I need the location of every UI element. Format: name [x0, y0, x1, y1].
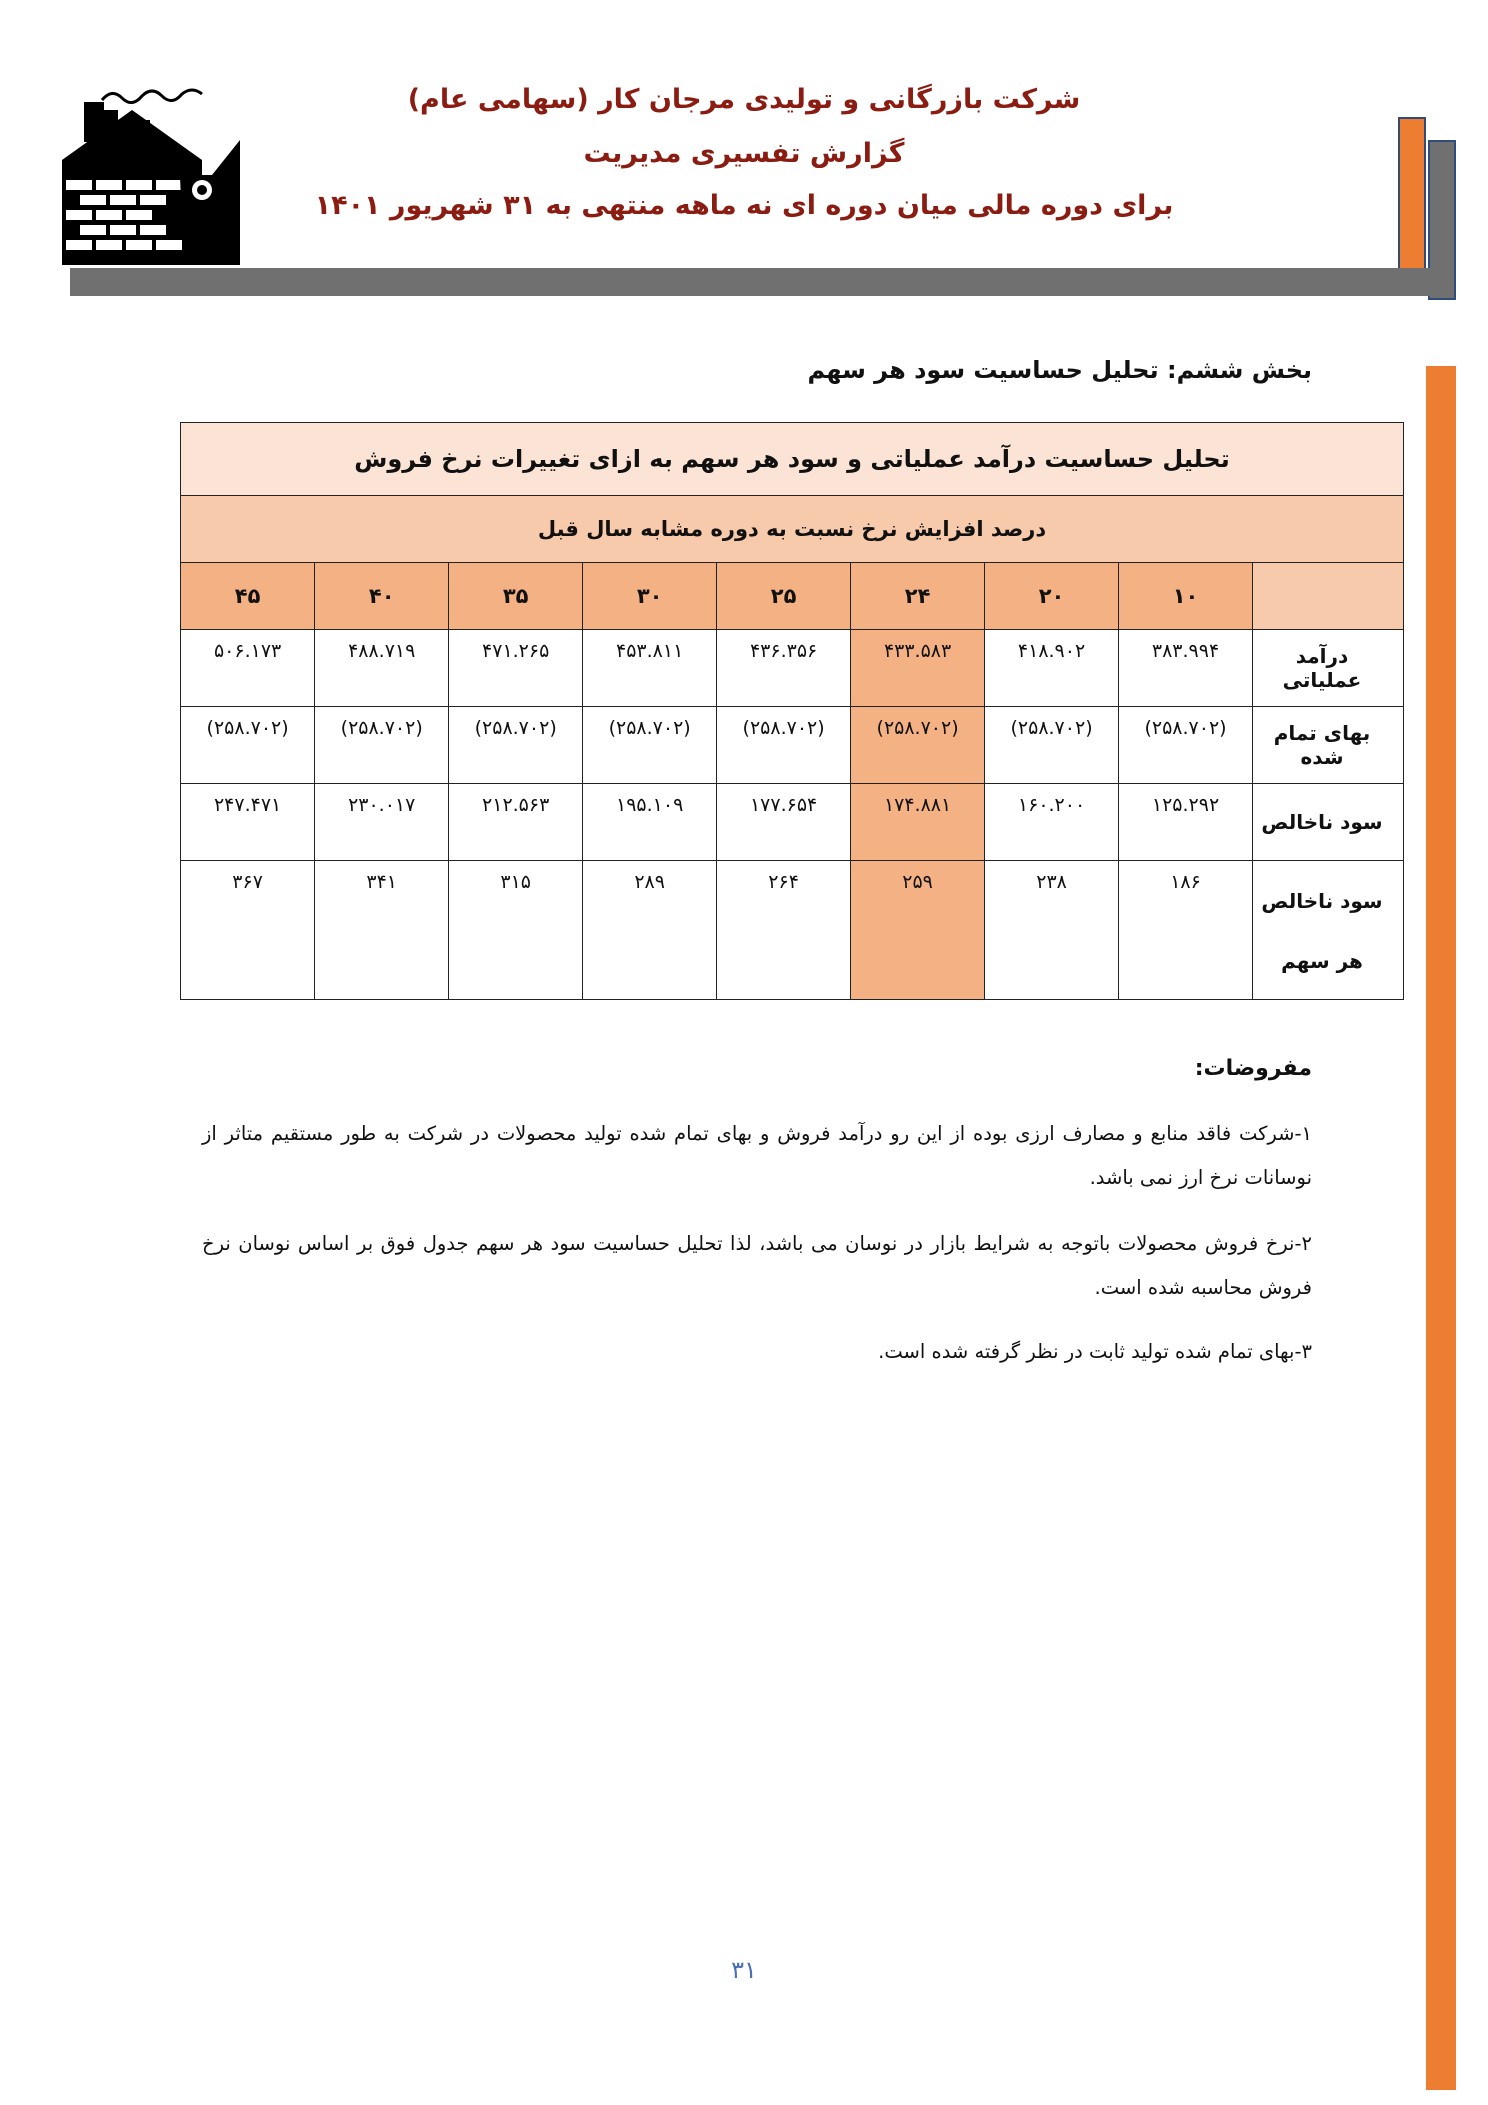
table-cell: ۲۸۹ [583, 861, 717, 1000]
table-header-row [181, 563, 1404, 630]
table-cell: (۲۵۸.۷۰۲) [1119, 707, 1253, 784]
table-cell: ۲۳۸ [985, 861, 1119, 1000]
table-cell: (۲۵۸.۷۰۲) [583, 707, 717, 784]
report-title: گزارش تفسیری مدیریت [583, 138, 905, 169]
table-subtitle: درصد افزایش نرخ نسبت به دوره مشابه سال قبل [181, 496, 1404, 563]
section-title: بخش ششم: تحلیل حساسیت سود هر سهم [807, 356, 1312, 384]
column-header: ۳۵ [449, 563, 583, 630]
table-cell: (۲۵۸.۷۰۲) [985, 707, 1119, 784]
table-cell: ۲۱۲.۵۶۳ [449, 784, 583, 861]
table-row-operating-revenue [181, 630, 1404, 707]
assumption-item: ۳-بهای تمام شده تولید ثابت در نظر گرفته شده است. [878, 1340, 1312, 1363]
column-header: ۲۰ [985, 563, 1119, 630]
assumptions-title: مفروضات: [1194, 1056, 1312, 1081]
sensitivity-table [180, 422, 1404, 1000]
table-row-gross-profit-per-share [181, 861, 1404, 1000]
table-cell: ۳۱۵ [449, 861, 583, 1000]
table-cell: ۱۸۶ [1119, 861, 1253, 1000]
table-cell: (۲۵۸.۷۰۲) [717, 707, 851, 784]
header-divider-bar [70, 268, 1442, 296]
table-cell: (۲۵۸.۷۰۲) [181, 707, 315, 784]
table-cell: ۱۷۷.۶۵۴ [717, 784, 851, 861]
table-cell: ۴۷۱.۲۶۵ [449, 630, 583, 707]
row-label: درآمد عملیاتی [1253, 630, 1404, 707]
column-header-highlighted: ۲۴ [851, 563, 985, 630]
table-cell: ۳۴۱ [315, 861, 449, 1000]
assumption-item: ۱-شرکت فاقد منابع و مصارف ارزی بوده از این رو درآمد فروش و بهای تمام شده تولید محصولات در شرکت به طور مستقیم متاثر از نوسانات نرخ ارز نمی باشد. [202, 1122, 1312, 1189]
table-cell: ۲۴۷.۴۷۱ [181, 784, 315, 861]
table-subtitle-row [181, 496, 1404, 563]
table-cell-highlighted: ۱۷۴.۸۸۱ [851, 784, 985, 861]
table-cell-highlighted: (۲۵۸.۷۰۲) [851, 707, 985, 784]
row-label: سود ناخالص هر سهم [1253, 861, 1404, 1000]
column-header: ۴۰ [315, 563, 449, 630]
table-cell-highlighted: ۴۳۳.۵۸۳ [851, 630, 985, 707]
page-number: ۳۱ [731, 1956, 757, 1984]
table-cell: ۱۶۰.۲۰۰ [985, 784, 1119, 861]
report-period: برای دوره مالی میان دوره ای نه ماهه منتهی به ۳۱ شهریور ۱۴۰۱ [314, 190, 1174, 221]
table-cell: ۳۶۷ [181, 861, 315, 1000]
table-row-gross-profit [181, 784, 1404, 861]
table-cell: ۵۰۶.۱۷۳ [181, 630, 315, 707]
table-cell: ۴۳۶.۳۵۶ [717, 630, 851, 707]
row-label: سود ناخالص [1253, 784, 1404, 861]
table-title-row [181, 423, 1404, 496]
table-title: تحلیل حساسیت درآمد عملیاتی و سود هر سهم به ازای تغییرات نرخ فروش [181, 423, 1404, 496]
row-label: بهای تمام شده [1253, 707, 1404, 784]
side-orange-bar [1426, 366, 1456, 2090]
column-header: ۴۵ [181, 563, 315, 630]
table-cell: ۳۸۳.۹۹۴ [1119, 630, 1253, 707]
table-cell: (۲۵۸.۷۰۲) [315, 707, 449, 784]
table-cell: ۲۶۴ [717, 861, 851, 1000]
table-cell: (۲۵۸.۷۰۲) [449, 707, 583, 784]
column-header: ۱۰ [1119, 563, 1253, 630]
table-cell: ۱۹۵.۱۰۹ [583, 784, 717, 861]
table-cell: ۴۵۳.۸۱۱ [583, 630, 717, 707]
header-orange-accent [1398, 117, 1426, 271]
table-cell-highlighted: ۲۵۹ [851, 861, 985, 1000]
table-cell: ۱۲۵.۲۹۲ [1119, 784, 1253, 861]
company-name: شرکت بازرگانی و تولیدی مرجان کار (سهامی عام) [407, 84, 1081, 115]
table-cell: ۲۳۰.۰۱۷ [315, 784, 449, 861]
column-header: ۲۵ [717, 563, 851, 630]
column-header: ۳۰ [583, 563, 717, 630]
assumption-item: ۲-نرخ فروش محصولات باتوجه به شرایط بازار در نوسان می باشد، لذا تحلیل حساسیت سود هر سهم جدول فوق بر اساس نوسان نرخ فروش محاسبه شده است. [202, 1232, 1312, 1299]
table-cell: ۴۱۸.۹۰۲ [985, 630, 1119, 707]
table-row-cost-of-sales [181, 707, 1404, 784]
table-cell: ۴۸۸.۷۱۹ [315, 630, 449, 707]
table-header-empty [1253, 563, 1404, 630]
